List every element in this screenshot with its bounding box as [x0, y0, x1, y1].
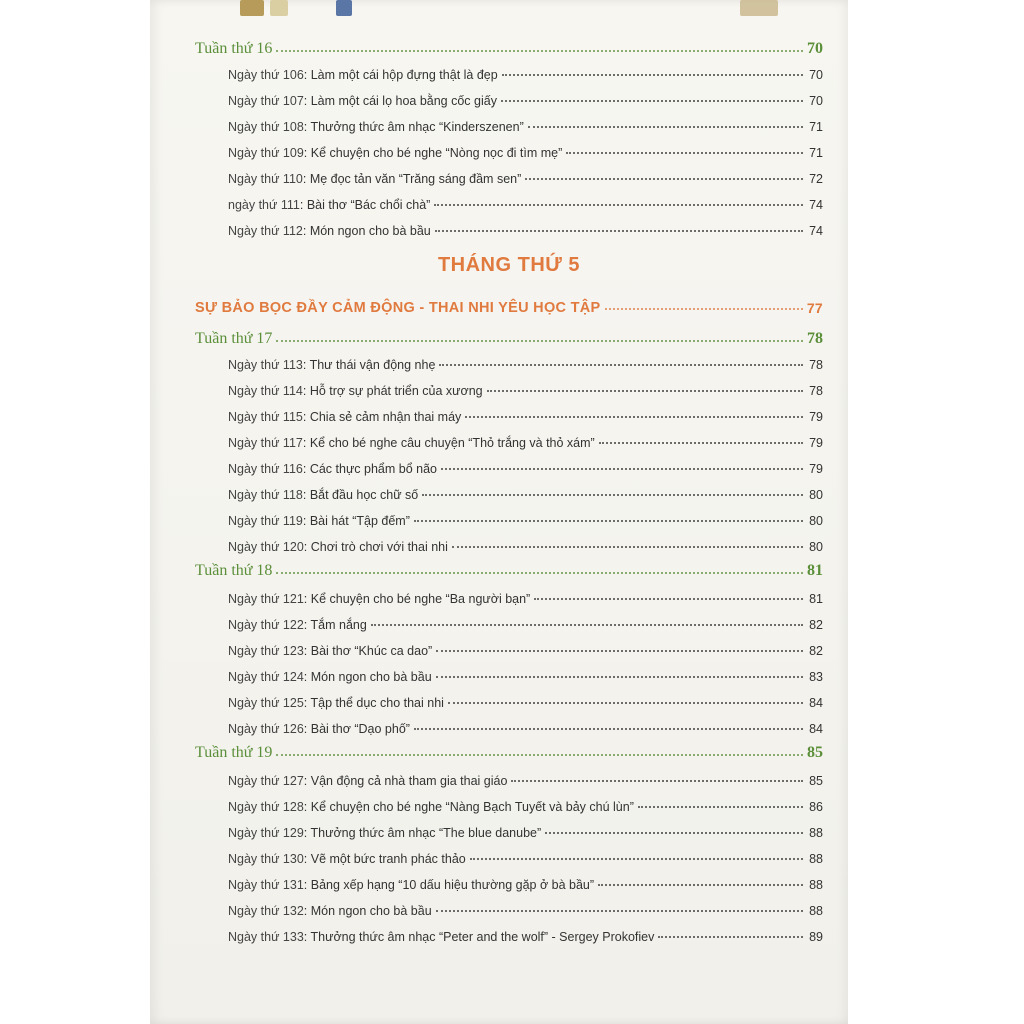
dot-leader: [452, 546, 803, 548]
dot-leader: [436, 650, 803, 652]
toc-entry[interactable]: Ngày thứ 116: Các thực phẩm bổ não 79: [228, 462, 823, 476]
dot-leader: [371, 624, 803, 626]
day-label: Ngày thứ 113: [228, 358, 303, 372]
entry-title: Làm một cái lọ hoa bằng cốc giấy: [310, 94, 497, 108]
page-number: 70: [807, 40, 823, 57]
page-number: 78: [807, 330, 823, 347]
week-title: Tuần thứ 19: [195, 744, 273, 761]
week-heading[interactable]: [195, 34, 823, 58]
day-label: Ngày thứ 108: [228, 120, 304, 134]
page-number: 71: [809, 120, 823, 134]
day-label: Ngày thứ 107: [228, 94, 304, 108]
day-label: Ngày thứ 125: [228, 696, 304, 710]
dot-leader: [276, 754, 803, 756]
entry-title: Bài hát “Tập đếm”: [309, 514, 410, 528]
entry-title: Thưởng thức âm nhạc “The blue danube”: [310, 826, 542, 840]
entry-title: Chia sẻ cảm nhận thai máy: [309, 410, 462, 424]
dot-leader: [501, 100, 803, 102]
entry-title: Bài thơ “Dạo phố”: [310, 722, 410, 736]
day-label: Ngày thứ 128: [228, 800, 304, 814]
dot-leader: [414, 728, 803, 730]
dot-leader: [276, 50, 803, 52]
dot-leader: [566, 152, 803, 154]
week-title: Tuần thứ 18: [195, 562, 273, 579]
page-number: 84: [809, 696, 823, 710]
toc-entry[interactable]: Ngày thứ 110: Mẹ đọc tản văn “Trăng sáng đầm sen” 72: [228, 172, 823, 186]
toc-entry[interactable]: Ngày thứ 119: Bài hát “Tập đếm” 80: [228, 514, 823, 528]
toc-entry[interactable]: Ngày thứ 122: Tắm nắng 82: [228, 618, 823, 632]
page-number: 82: [809, 618, 823, 632]
dot-leader: [436, 910, 803, 912]
toc-entry[interactable]: Ngày thứ 127: Vận động cả nhà tham gia thai giáo 85: [228, 774, 823, 788]
entry-title: Mẹ đọc tản văn “Trăng sáng đầm sen”: [309, 172, 522, 186]
page-number: 77: [806, 300, 823, 316]
top-illustration-strip: [240, 0, 800, 20]
dot-leader: [525, 178, 803, 180]
page-number: 79: [809, 410, 823, 424]
toc-entry[interactable]: Ngày thứ 117: Kể cho bé nghe câu chuyện “Thỏ trắng và thỏ xám” 79: [228, 436, 823, 450]
entry-title: Kể cho bé nghe câu chuyện “Thỏ trắng và thỏ xám”: [309, 436, 595, 450]
dot-leader: [511, 780, 803, 782]
week-heading[interactable]: [195, 738, 823, 762]
dot-leader: [276, 572, 803, 574]
entry-title: Món ngon cho bà bầu: [310, 670, 432, 684]
toc-entry[interactable]: Ngày thứ 125: Tập thể dục cho thai nhi 84: [228, 696, 823, 710]
toc-entry[interactable]: Ngày thứ 120: Chơi trò chơi với thai nhi 80: [228, 540, 823, 554]
page-number: 70: [809, 94, 823, 108]
week-title: Tuần thứ 17: [195, 330, 273, 347]
toc-entry[interactable]: Ngày thứ 124: Món ngon cho bà bầu 83: [228, 670, 823, 684]
entry-title: Hỗ trợ sự phát triển của xương: [309, 384, 483, 398]
page-number: 81: [809, 592, 823, 606]
week-title: Tuần thứ 16: [195, 40, 273, 57]
entry-title: Thưởng thức âm nhạc “Peter and the wolf” - Sergey Prokofiev: [310, 930, 655, 944]
dot-leader: [470, 858, 803, 860]
day-label: Ngày thứ 131: [228, 878, 304, 892]
day-label: ngày thứ 111: [228, 198, 300, 212]
entry-title: Thưởng thức âm nhạc “Kinderszenen”: [310, 120, 524, 134]
entry-title: Kể chuyện cho bé nghe “Nàng Bạch Tuyết và bảy chú lùn”: [310, 800, 634, 814]
dot-leader: [441, 468, 803, 470]
toc-entry[interactable]: Ngày thứ 133: Thưởng thức âm nhạc “Peter and the wolf” - Sergey Prokofiev 89: [228, 930, 823, 944]
entry-title: Bài thơ “Bác chổi chà”: [306, 198, 431, 212]
toc-entry[interactable]: Ngày thứ 112: Món ngon cho bà bầu 74: [228, 224, 823, 238]
dot-leader: [439, 364, 803, 366]
dot-leader: [414, 520, 803, 522]
week-heading[interactable]: [195, 556, 823, 580]
dot-leader: [598, 884, 803, 886]
day-label: Ngày thứ 129: [228, 826, 304, 840]
page-number: 88: [809, 904, 823, 918]
page-number: 71: [809, 146, 823, 160]
day-label: Ngày thứ 115: [228, 410, 303, 424]
toc-entry[interactable]: Ngày thứ 132: Món ngon cho bà bầu 88: [228, 904, 823, 918]
toc-entry[interactable]: Ngày thứ 123: Bài thơ “Khúc ca dao” 82: [228, 644, 823, 658]
dot-leader: [638, 806, 803, 808]
entry-title: Kể chuyện cho bé nghe “Nòng nọc đi tìm mẹ”: [310, 146, 563, 160]
decoration-shape: [740, 0, 778, 16]
dot-leader: [605, 308, 803, 310]
page-number: 88: [809, 826, 823, 840]
day-label: Ngày thứ 106: [228, 68, 304, 82]
toc-entry[interactable]: Ngày thứ 106: Làm một cái hộp đựng thật là đẹp 70: [228, 68, 823, 82]
month-title: THÁNG THỨ 5: [437, 254, 581, 276]
page-number: 84: [809, 722, 823, 736]
entry-title: Bắt đầu học chữ số: [309, 488, 419, 502]
toc-entry[interactable]: Ngày thứ 121: Kể chuyện cho bé nghe “Ba người bạn” 81: [228, 592, 823, 606]
page-number: 85: [807, 744, 823, 761]
toc-entry[interactable]: Ngày thứ 130: Vẽ một bức tranh phác thảo 88: [228, 852, 823, 866]
day-label: Ngày thứ 120: [228, 540, 304, 554]
day-label: Ngày thứ 123: [228, 644, 304, 658]
page-number: 79: [809, 436, 823, 450]
toc-entry[interactable]: Ngày thứ 109: Kể chuyện cho bé nghe “Nòng nọc đi tìm mẹ” 71: [228, 146, 823, 160]
entry-title: Thư thái vận động nhẹ: [309, 358, 436, 372]
toc-entry[interactable]: Ngày thứ 128: Kể chuyện cho bé nghe “Nàng Bạch Tuyết và bảy chú lùn” 86: [228, 800, 823, 814]
page-number: 88: [809, 878, 823, 892]
entry-title: Tập thể dục cho thai nhi: [310, 696, 444, 710]
page-number: 82: [809, 644, 823, 658]
page-number: 78: [809, 384, 823, 398]
page-number: 74: [809, 224, 823, 238]
dot-leader: [434, 204, 803, 206]
page-number: 80: [809, 540, 823, 554]
decoration-shape: [336, 0, 352, 16]
page-number: 88: [809, 852, 823, 866]
page-number: 81: [807, 562, 823, 579]
day-label: Ngày thứ 132: [228, 904, 304, 918]
day-label: Ngày thứ 126: [228, 722, 304, 736]
dot-leader: [599, 442, 803, 444]
toc-entry[interactable]: Ngày thứ 113: Thư thái vận động nhẹ 78: [228, 358, 823, 372]
page-number: 80: [809, 514, 823, 528]
page-number: 85: [809, 774, 823, 788]
page-number: 89: [809, 930, 823, 944]
dot-leader: [487, 390, 803, 392]
entry-title: Kể chuyện cho bé nghe “Ba người bạn”: [310, 592, 531, 606]
day-label: Ngày thứ 116: [228, 462, 303, 476]
entry-title: Món ngon cho bà bầu: [309, 224, 431, 238]
page-number: 78: [809, 358, 823, 372]
day-label: Ngày thứ 117: [228, 436, 303, 450]
entry-title: Làm một cái hộp đựng thật là đẹp: [310, 68, 498, 82]
dot-leader: [436, 676, 803, 678]
dot-leader: [435, 230, 803, 232]
page-number: 86: [809, 800, 823, 814]
day-label: Ngày thứ 127: [228, 774, 304, 788]
page-number: 70: [809, 68, 823, 82]
day-label: Ngày thứ 124: [228, 670, 304, 684]
entry-title: Bài thơ “Khúc ca dao”: [310, 644, 433, 658]
page-number: 80: [809, 488, 823, 502]
day-label: Ngày thứ 112: [228, 224, 303, 238]
dot-leader: [534, 598, 803, 600]
entry-title: Chơi trò chơi với thai nhi: [310, 540, 448, 554]
dot-leader: [276, 340, 803, 342]
entry-title: Vẽ một bức tranh phác thảo: [310, 852, 466, 866]
background-edge: [848, 0, 1024, 1024]
page-number: 72: [809, 172, 823, 186]
toc-entry[interactable]: Ngày thứ 114: Hỗ trợ sự phát triển của xương 78: [228, 384, 823, 398]
entry-title: Các thực phẩm bổ não: [309, 462, 438, 476]
toc-entry[interactable]: Ngày thứ 115: Chia sẻ cảm nhận thai máy 79: [228, 410, 823, 424]
dot-leader: [448, 702, 803, 704]
toc-entry[interactable]: Ngày thứ 126: Bài thơ “Dạo phố” 84: [228, 722, 823, 736]
day-label: Ngày thứ 114: [228, 384, 303, 398]
day-label: Ngày thứ 122: [228, 618, 304, 632]
toc-entry[interactable]: Ngày thứ 118: Bắt đầu học chữ số 80: [228, 488, 823, 502]
dot-leader: [658, 936, 803, 938]
decoration-shape: [270, 0, 288, 16]
part-heading[interactable]: [195, 292, 823, 316]
dot-leader: [545, 832, 803, 834]
page-number: 74: [809, 198, 823, 212]
decoration-shape: [240, 0, 264, 16]
dot-leader: [422, 494, 803, 496]
toc-entry[interactable]: Ngày thứ 107: Làm một cái lọ hoa bằng cốc giấy 70: [228, 94, 823, 108]
toc-entry[interactable]: ngày thứ 111: Bài thơ “Bác chổi chà” 74: [228, 198, 823, 212]
part-title: SỰ BẢO BỌC ĐẦY CẢM ĐỘNG - THAI NHI YÊU HỌC TẬP: [195, 300, 601, 316]
entry-title: Bảng xếp hạng “10 dấu hiệu thường gặp ở bà bầu”: [310, 878, 595, 892]
day-label: Ngày thứ 130: [228, 852, 304, 866]
entry-title: Món ngon cho bà bầu: [310, 904, 432, 918]
day-label: Ngày thứ 118: [228, 488, 303, 502]
toc-entry[interactable]: Ngày thứ 108: Thưởng thức âm nhạc “Kinderszenen” 71: [228, 120, 823, 134]
dot-leader: [502, 74, 803, 76]
toc-entry[interactable]: Ngày thứ 131: Bảng xếp hạng “10 dấu hiệu thường gặp ở bà bầu” 88: [228, 878, 823, 892]
day-label: Ngày thứ 109: [228, 146, 304, 160]
toc-entry[interactable]: Ngày thứ 129: Thưởng thức âm nhạc “The blue danube” 88: [228, 826, 823, 840]
day-label: Ngày thứ 119: [228, 514, 303, 528]
day-label: Ngày thứ 121: [228, 592, 304, 606]
day-label: Ngày thứ 133: [228, 930, 304, 944]
page-number: 79: [809, 462, 823, 476]
dot-leader: [528, 126, 803, 128]
entry-title: Tắm nắng: [310, 618, 367, 632]
entry-title: Vận động cả nhà tham gia thai giáo: [310, 774, 508, 788]
week-heading[interactable]: [195, 324, 823, 348]
dot-leader: [465, 416, 803, 418]
day-label: Ngày thứ 110: [228, 172, 303, 186]
page-number: 83: [809, 670, 823, 684]
